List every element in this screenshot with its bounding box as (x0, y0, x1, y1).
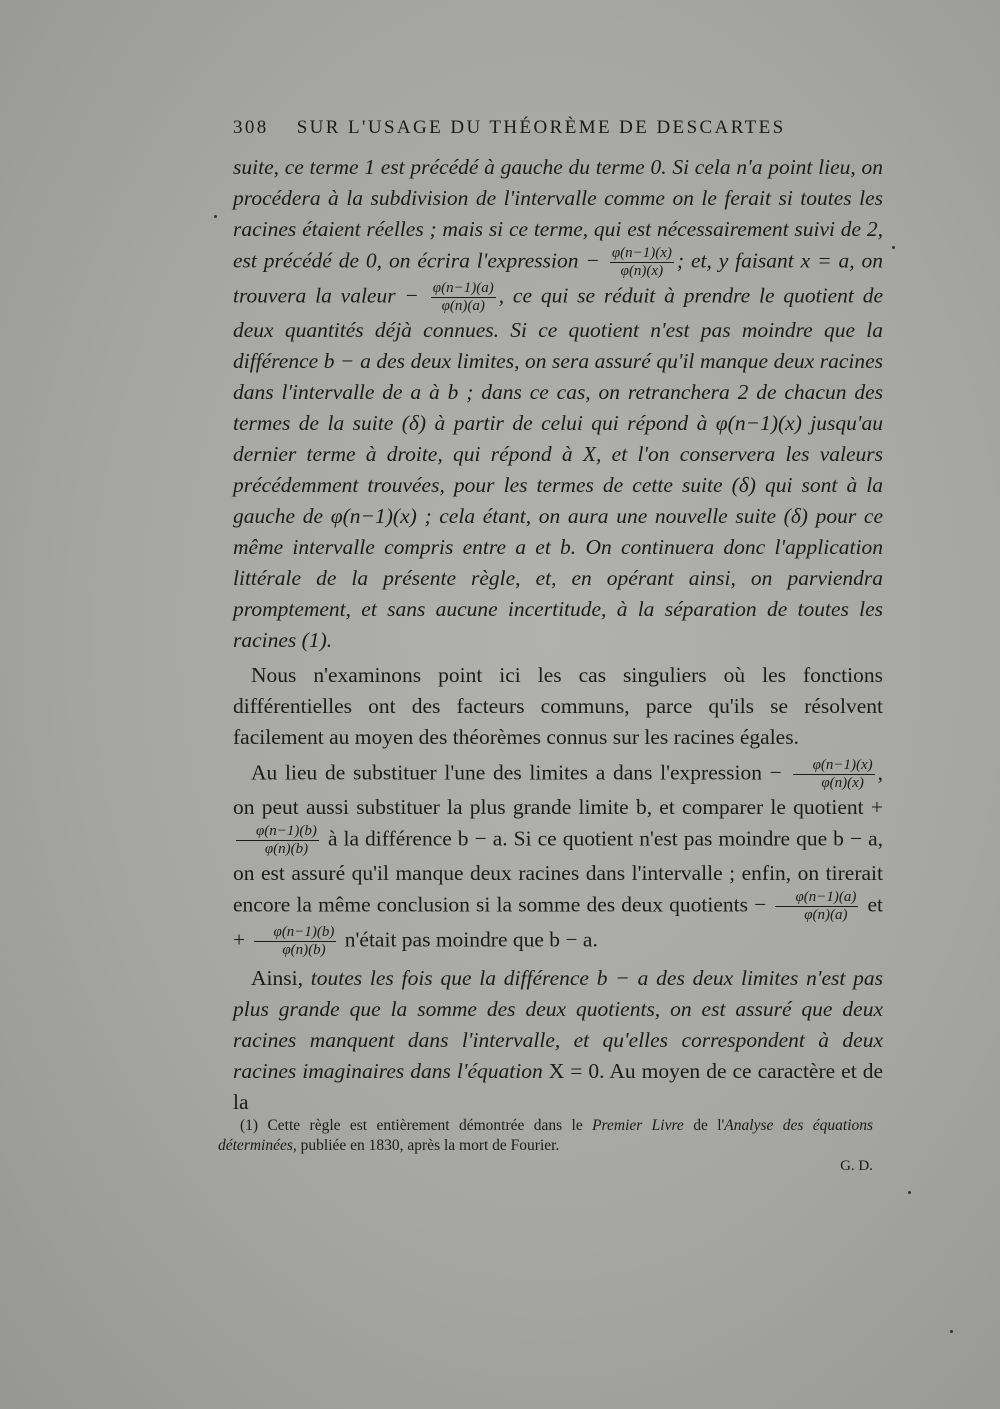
fraction-denominator: φ(n)(x) (821, 775, 864, 791)
footnote-book: Premier Livre (592, 1117, 684, 1134)
fraction-numerator: φ(n−1)(a) (775, 889, 858, 907)
paragraph-2: Nous n'examinons point ici les cas singuliers où les fonctions différentielles ont des facteurs communs, parce qu'ils se résolvent facilement au moyen des théorèmes connus sur les racines égales. (233, 663, 883, 749)
speck-mark (892, 246, 895, 249)
fraction-denominator: φ(n)(b) (264, 841, 309, 857)
p1-segment-a: suite, ce terme 1 est précédé à gauche du terme 0. Si cela n'a point lieu, on procédera à la subdivision de l'intervalle comme on le ferait si toutes les racines étaient réelles ; mais si ce terme, qui est nécessairement suivi de 2, est précédé de 0, on écrira l'expression − (233, 155, 883, 273)
p3-segment-d: et + (233, 892, 884, 952)
footnote-marker: (1) (240, 1117, 259, 1134)
p3-segment-c: à la différence b − a. Si ce quotient n'est pas moindre que b − a, on est assuré qu'il manque deux racines dans l'intervalle ; enfin, on tirerait encore la même conclusion si la somme des deux quotients − (233, 826, 884, 917)
fraction-denominator: φ(n)(b) (282, 942, 326, 958)
fraction-2 (431, 280, 496, 315)
footnote-text-b: de l' (693, 1117, 725, 1134)
p4-segment-a: Ainsi, (251, 966, 303, 990)
fraction-denominator: φ(n)(x) (620, 263, 664, 279)
fraction-denominator: φ(n)(a) (804, 907, 848, 923)
paragraph-4 (233, 963, 883, 1118)
p4-segment-c: X = 0. Au moyen de ce caractère et de la (233, 1059, 884, 1114)
footnote (218, 1116, 874, 1174)
p3-segment-a: Au lieu de substituer l'une des limites a dans l'expression − (251, 760, 782, 785)
fraction-3 (793, 757, 875, 792)
p3-segment-e: n'était pas moindre que b − a. (344, 927, 598, 952)
fraction-denominator: φ(n)(a) (441, 298, 485, 314)
p1-segment-c: , ce qui se réduit à prendre le quotient de deux quantités déjà connues. Si ce quotient n'est pas moindre que la différence b − a des deux limites, on sera assuré qu'il manque deux racines dans l'intervalle de a à b ; dans ce cas, on retranchera 2 de chacun des termes de la suite (δ) à partir de celui qui répond à φ(n−1)(x) jusqu'au dernier terme à droite, qui répond à X, et l'on conservera les valeurs précédemment trouvées, pour les termes de cette suite (δ) qui sont à la gauche de φ(n−1)(x) ; cela étant, on aura une nouvelle suite (δ) pour ce même intervalle compris entre a et b. On continuera donc l'application littérale de la présente règle, et, en opérant ainsi, on parviendra promptement, et sans aucune incertitude, à la séparation de toutes les racines (1). (233, 283, 884, 652)
speck-mark (214, 215, 217, 218)
fraction-numerator: φ(n−1)(b) (254, 924, 337, 942)
footnote-signature: G. D. (840, 1158, 873, 1174)
running-title: SUR L'USAGE DU THÉORÈME DE DESCARTES (296, 117, 786, 138)
fraction-5 (775, 889, 858, 924)
running-header (233, 117, 873, 139)
paragraph-3 (233, 757, 883, 959)
footnote-work: Analyse des équations déterminées, (218, 1117, 874, 1154)
fraction-6 (254, 924, 337, 959)
page-number: 308 (233, 117, 269, 138)
fraction-1 (610, 245, 674, 280)
fraction-4 (236, 823, 319, 858)
p4-segment-b: toutes les fois que la différence b − a des deux limites n'est pas plus grande que la somme des deux quotients, on est assuré que deux racines manquent dans l'intervalle, et qu'elles correspondent à deux racines imaginaires dans l'équation (233, 966, 883, 1083)
p1-segment-b: ; et, y faisant x = a, on trouvera la valeur − (233, 248, 883, 308)
body-text (233, 152, 883, 1118)
speck-mark (908, 1191, 911, 1194)
footnote-text-c: publiée en 1830, après la mort de Fourier. (300, 1137, 560, 1154)
footnote-text-a: Cette règle est entièrement démontrée dans le (267, 1117, 583, 1134)
fraction-numerator: φ(n−1)(x) (793, 757, 875, 775)
p3-segment-b: , on peut aussi substituer la plus grande limite b, et comparer le quotient + (233, 760, 883, 819)
fraction-numerator: φ(n−1)(a) (432, 280, 494, 296)
speck-mark (950, 1330, 953, 1333)
fraction-numerator: φ(n−1)(b) (236, 823, 319, 841)
paragraph-1 (233, 152, 883, 656)
fraction-numerator: φ(n−1)(x) (611, 245, 672, 261)
